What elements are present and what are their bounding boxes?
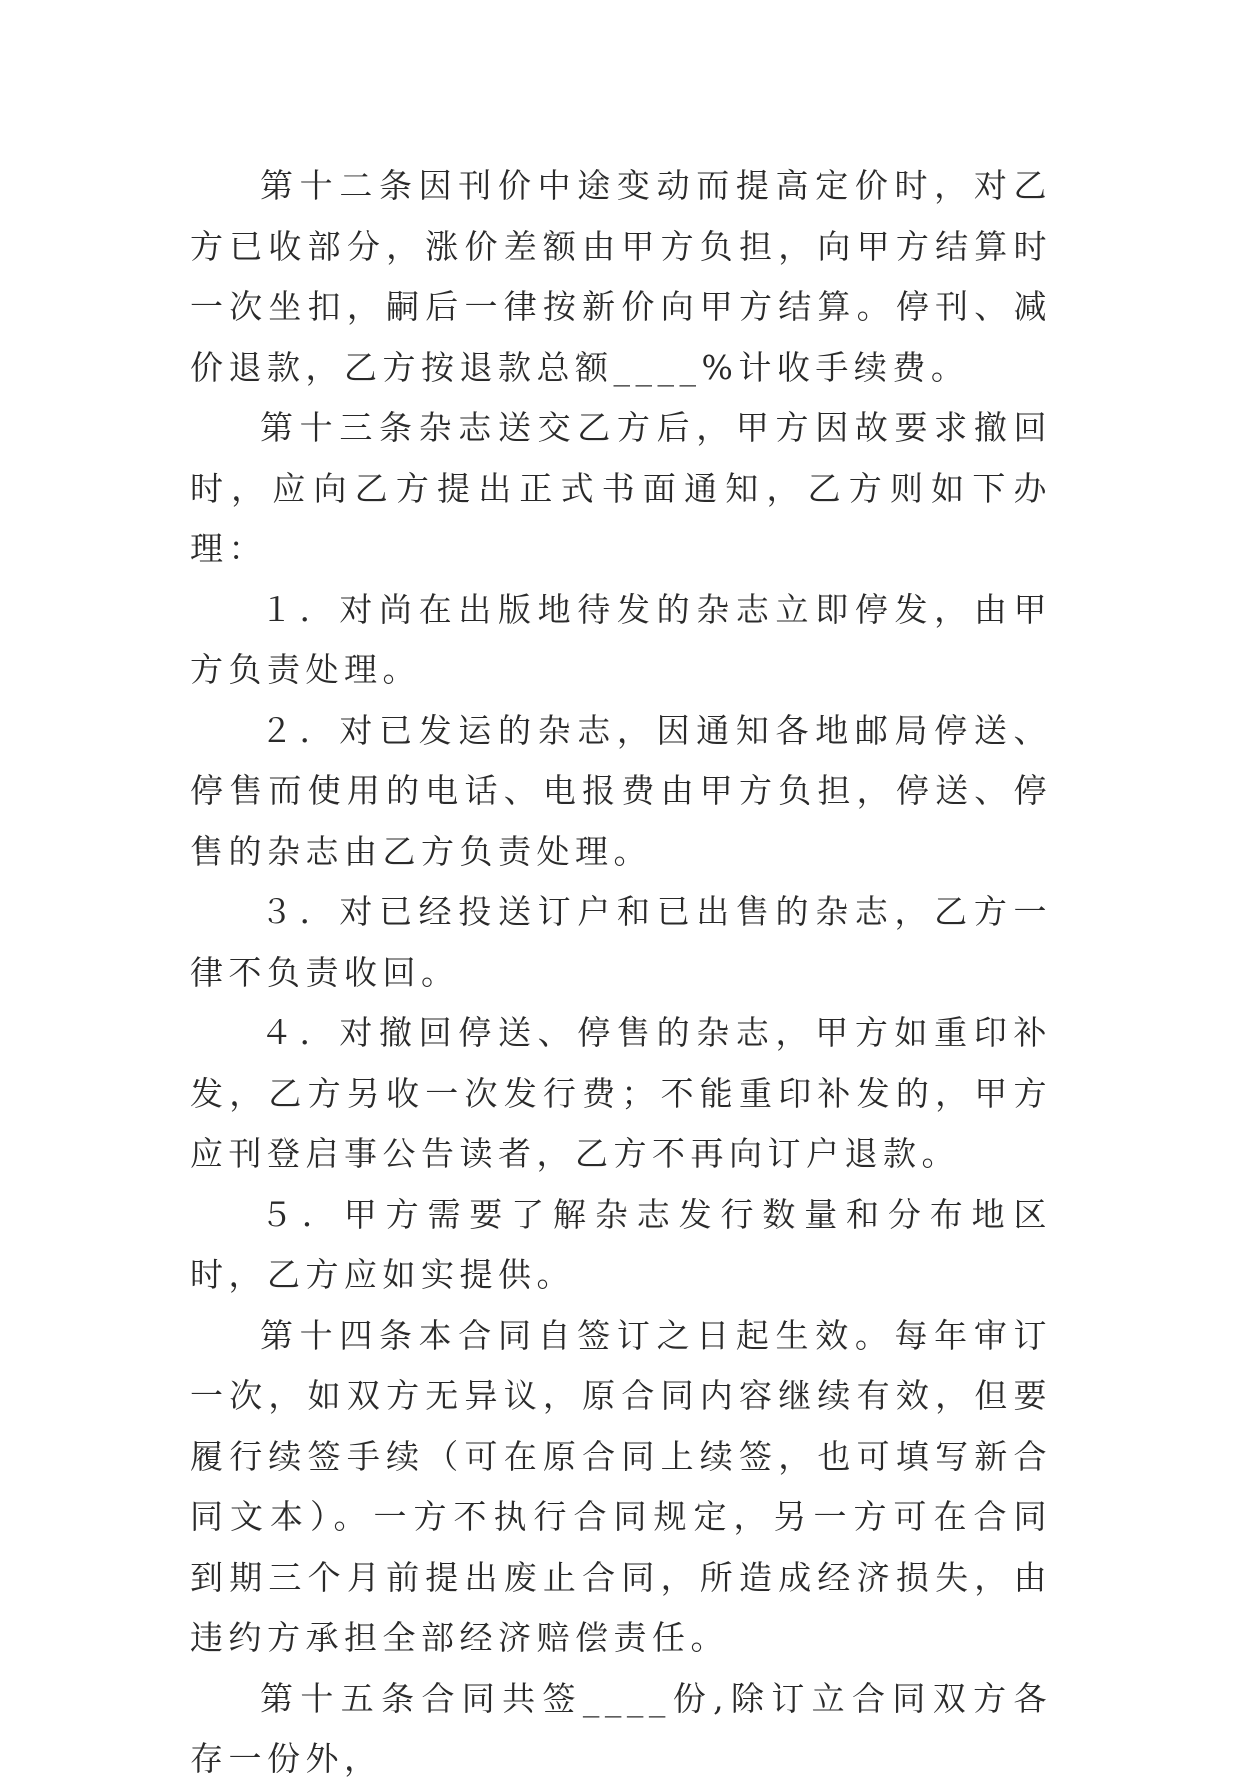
paragraph-article-14: 第十四条本合同自签订之日起生效。每年审订一次，如双方无异议，原合同内容继续有效，但要履行续签手续（可在原合同上续签，也可填写新合同文本）。一方不执行合同规定，另一方可在合同到期三个月前提出废止合同，所造成经济损失，由违约方承担全部经济赔偿责任。 — [190, 1315, 1052, 1657]
paragraph-item-5: ５．甲方需要了解杂志发行数量和分布地区时，乙方应如实提供。 — [190, 1194, 1052, 1294]
paragraph-item-1: １．对尚在出版地待发的杂志立即停发，由甲方负责处理。 — [190, 589, 1052, 689]
paragraph-article-15: 第十五条合同共签____份,除订立合同双方各存一份外， — [190, 1678, 1052, 1778]
paragraph-item-3: ３．对已经投送订户和已出售的杂志，乙方一律不负责收回。 — [190, 892, 1052, 992]
paragraph-article-13: 第十三条杂志送交乙方后，甲方因故要求撤回时，应向乙方提出正式书面通知，乙方则如下办理： — [190, 408, 1052, 568]
paragraph-article-12: 第十二条因刊价中途变动而提高定价时，对乙方已收部分，涨价差额由甲方负担，向甲方结算时一次坐扣，嗣后一律按新价向甲方结算。停刊、减价退款，乙方按退款总额____%计收手续费。 — [190, 166, 1052, 387]
paragraph-item-4: ４．对撤回停送、停售的杂志，甲方如重印补发，乙方另收一次发行费；不能重印补发的，甲方应刊登启事公告读者，乙方不再向订户退款。 — [190, 1013, 1052, 1173]
document-body — [190, 156, 1052, 1790]
paragraph-item-2: ２．对已发运的杂志，因通知各地邮局停送、停售而使用的电话、电报费由甲方负担，停送、停售的杂志由乙方负责处理。 — [190, 710, 1052, 871]
